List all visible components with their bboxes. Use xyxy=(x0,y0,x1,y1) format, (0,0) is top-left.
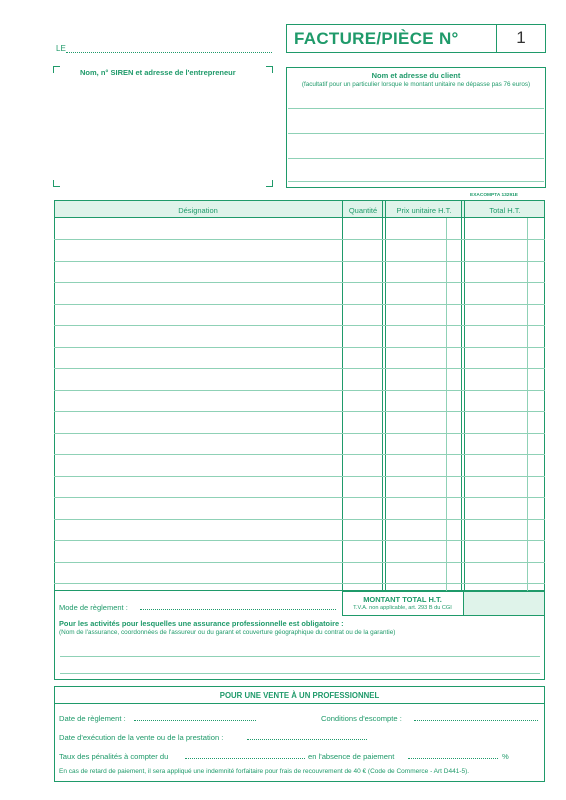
entrepreneur-field[interactable] xyxy=(60,78,264,178)
table-row[interactable] xyxy=(54,519,545,520)
insurance-note: (Nom de l'assurance, coordonnées de l'assureur ou du garant et couverture géographique du contrat ou de la garantie) xyxy=(59,629,396,636)
cents-divider xyxy=(446,218,447,591)
corner-mark xyxy=(53,180,60,187)
total-value-field[interactable] xyxy=(463,592,544,615)
payment-mode-label: Mode de règlement : xyxy=(59,603,128,612)
table-row[interactable] xyxy=(54,390,545,391)
client-line xyxy=(288,158,544,159)
column-header-total: Total H.T. xyxy=(489,206,521,215)
client-note: (facultatif pour un particulier lorsque le montant unitaire ne dépasse pas 76 euros) xyxy=(301,81,531,88)
professional-sale-title: POUR UNE VENTE À UN PROFESSIONNEL xyxy=(219,691,380,700)
table-row[interactable] xyxy=(54,325,545,326)
client-line xyxy=(288,181,544,182)
cents-divider xyxy=(527,218,528,591)
corner-mark xyxy=(53,66,60,73)
percent-label: % xyxy=(502,752,509,761)
table-row[interactable] xyxy=(54,282,545,283)
date-label: LE xyxy=(56,44,66,53)
title-divider xyxy=(496,24,497,53)
table-row[interactable] xyxy=(54,476,545,477)
total-divider xyxy=(463,591,464,616)
items-table xyxy=(54,200,545,591)
table-row[interactable] xyxy=(54,239,545,240)
invoice-number[interactable]: 1 xyxy=(516,28,526,47)
total-label: MONTANT TOTAL H.T. xyxy=(363,595,442,604)
date-execution-field[interactable] xyxy=(247,739,367,740)
conditions-escompte-label: Conditions d'escompte : xyxy=(321,714,402,723)
tva-note: T.V.A. non applicable, art. 293 B du CGI xyxy=(353,605,452,611)
insurance-label: Pour les activités pour lesquelles une assurance professionnelle est obligatoire : xyxy=(59,619,344,628)
corner-mark xyxy=(266,180,273,187)
table-row[interactable] xyxy=(54,497,545,498)
client-title: Nom et adresse du client xyxy=(371,71,461,80)
taux-penalites-date-field[interactable] xyxy=(185,758,305,759)
column-divider xyxy=(382,200,386,591)
client-line xyxy=(288,133,544,134)
page-title: FACTURE/PIÈCE N° xyxy=(294,29,459,48)
table-row[interactable] xyxy=(54,454,545,455)
table-row[interactable] xyxy=(54,562,545,563)
form-reference: EXACOMPTA 13291E xyxy=(470,193,518,198)
table-row[interactable] xyxy=(54,347,545,348)
absence-paiement-label: en l'absence de paiement xyxy=(308,752,395,761)
table-row[interactable] xyxy=(54,261,545,262)
column-header-prix-unitaire: Prix unitaire H.T. xyxy=(396,206,452,215)
column-divider xyxy=(342,200,343,591)
taux-penalites-label: Taux des pénalités à compter du xyxy=(59,752,169,761)
table-row[interactable] xyxy=(54,540,545,541)
column-header-designation: Désignation xyxy=(178,206,218,215)
professional-sale-rule xyxy=(54,703,545,704)
insurance-line[interactable] xyxy=(60,656,540,657)
table-row[interactable] xyxy=(54,433,545,434)
table-row[interactable] xyxy=(54,411,545,412)
payment-mode-field[interactable] xyxy=(140,609,336,610)
conditions-escompte-field[interactable] xyxy=(414,720,538,721)
column-header-quantite: Quantité xyxy=(348,206,378,215)
date-field[interactable] xyxy=(66,52,272,53)
client-line xyxy=(288,108,544,109)
taux-penalites-field[interactable] xyxy=(408,758,498,759)
date-reglement-label: Date de règlement : xyxy=(59,714,126,723)
table-row[interactable] xyxy=(54,368,545,369)
column-divider xyxy=(461,200,465,591)
table-row[interactable] xyxy=(54,304,545,305)
insurance-line[interactable] xyxy=(60,673,540,674)
corner-mark xyxy=(266,66,273,73)
entrepreneur-label: Nom, n° SIREN et adresse de l'entrepreneur xyxy=(80,68,236,77)
date-reglement-field[interactable] xyxy=(134,720,256,721)
date-execution-label: Date d'exécution de la vente ou de la prestation : xyxy=(59,733,224,742)
retard-note: En cas de retard de paiement, il sera appliqué une indemnité forfaitaire pour frais de recouvrement de 40 € (Code de Commerce - Art D441-5). xyxy=(59,768,470,775)
table-row[interactable] xyxy=(54,583,545,584)
